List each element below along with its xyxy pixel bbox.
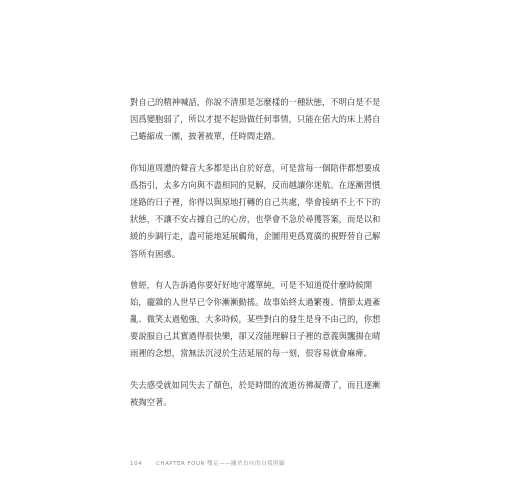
text-line: 爲指引，太多方向與不盡相同的見解，反而越讓你迷航。在逐漸習慣 <box>130 179 381 190</box>
paragraph-2 <box>130 160 381 263</box>
text-line: 緩的步調行走，盡可能地延展觸角，企圖用更爲寬廣的視野替自己解 <box>130 231 381 242</box>
text-line: 己蜷縮成一團，披著被單，任時間走踏。 <box>130 131 281 142</box>
text-line: 狀態，不讓不安占據自己的心房，也學會不急於尋獲答案，而是以和 <box>130 214 381 225</box>
text-line: 答所有困惑。 <box>130 248 181 259</box>
page-number: 104 <box>130 461 143 467</box>
chapter-title: CHAPTER FOUR 雙足——關於負向的自我照顧 <box>156 461 286 467</box>
text-line: 始，龐雜的人世早已令你漸漸動搖。故事始終太過繁複、情節太過紊 <box>130 296 381 307</box>
text-line: 曾經，有人告訴過你要好好地守護單純，可是不知道從什麼時候開 <box>130 279 373 290</box>
paragraph-3 <box>130 277 381 363</box>
text-line: 對自己的精神喊話，你說不清那是怎麼樣的一種狀態，不明白是不是 <box>130 97 381 107</box>
text-line: 你知道周遭的聲音大多都是出自於好意，可是當每一個陪伴都想要成 <box>130 162 381 173</box>
text-line: 因爲變胞弱了，所以才提不起勁做任何事情，只能在偌大的床上將自 <box>130 114 381 125</box>
text-line: 被掏空著。 <box>130 396 172 407</box>
text-line: 雨裡的念想，當無法沉浸於生活延展的每一刻，很容易就會麻痺。 <box>130 348 373 359</box>
body-text <box>130 94 381 425</box>
paragraph-4 <box>130 377 381 411</box>
text-line: 迷路的日子裡，你得以與原地打轉的自己共處，學會接納不上不下的 <box>130 196 381 207</box>
text-line: 失去感受就如同失去了顏色，於是時間的流逝彷彿凝滯了，而且逐漸 <box>130 379 381 390</box>
running-footer <box>130 459 285 467</box>
paragraph-1 <box>130 94 381 146</box>
text-line: 亂、微笑太過勉強，大多時候，某些對白的發生是身不由己的，你想 <box>130 314 381 325</box>
text-line: 要說服自己其實過得很快樂，卻又沒能理解日子裡的意義與飄揚在晴 <box>130 331 381 342</box>
